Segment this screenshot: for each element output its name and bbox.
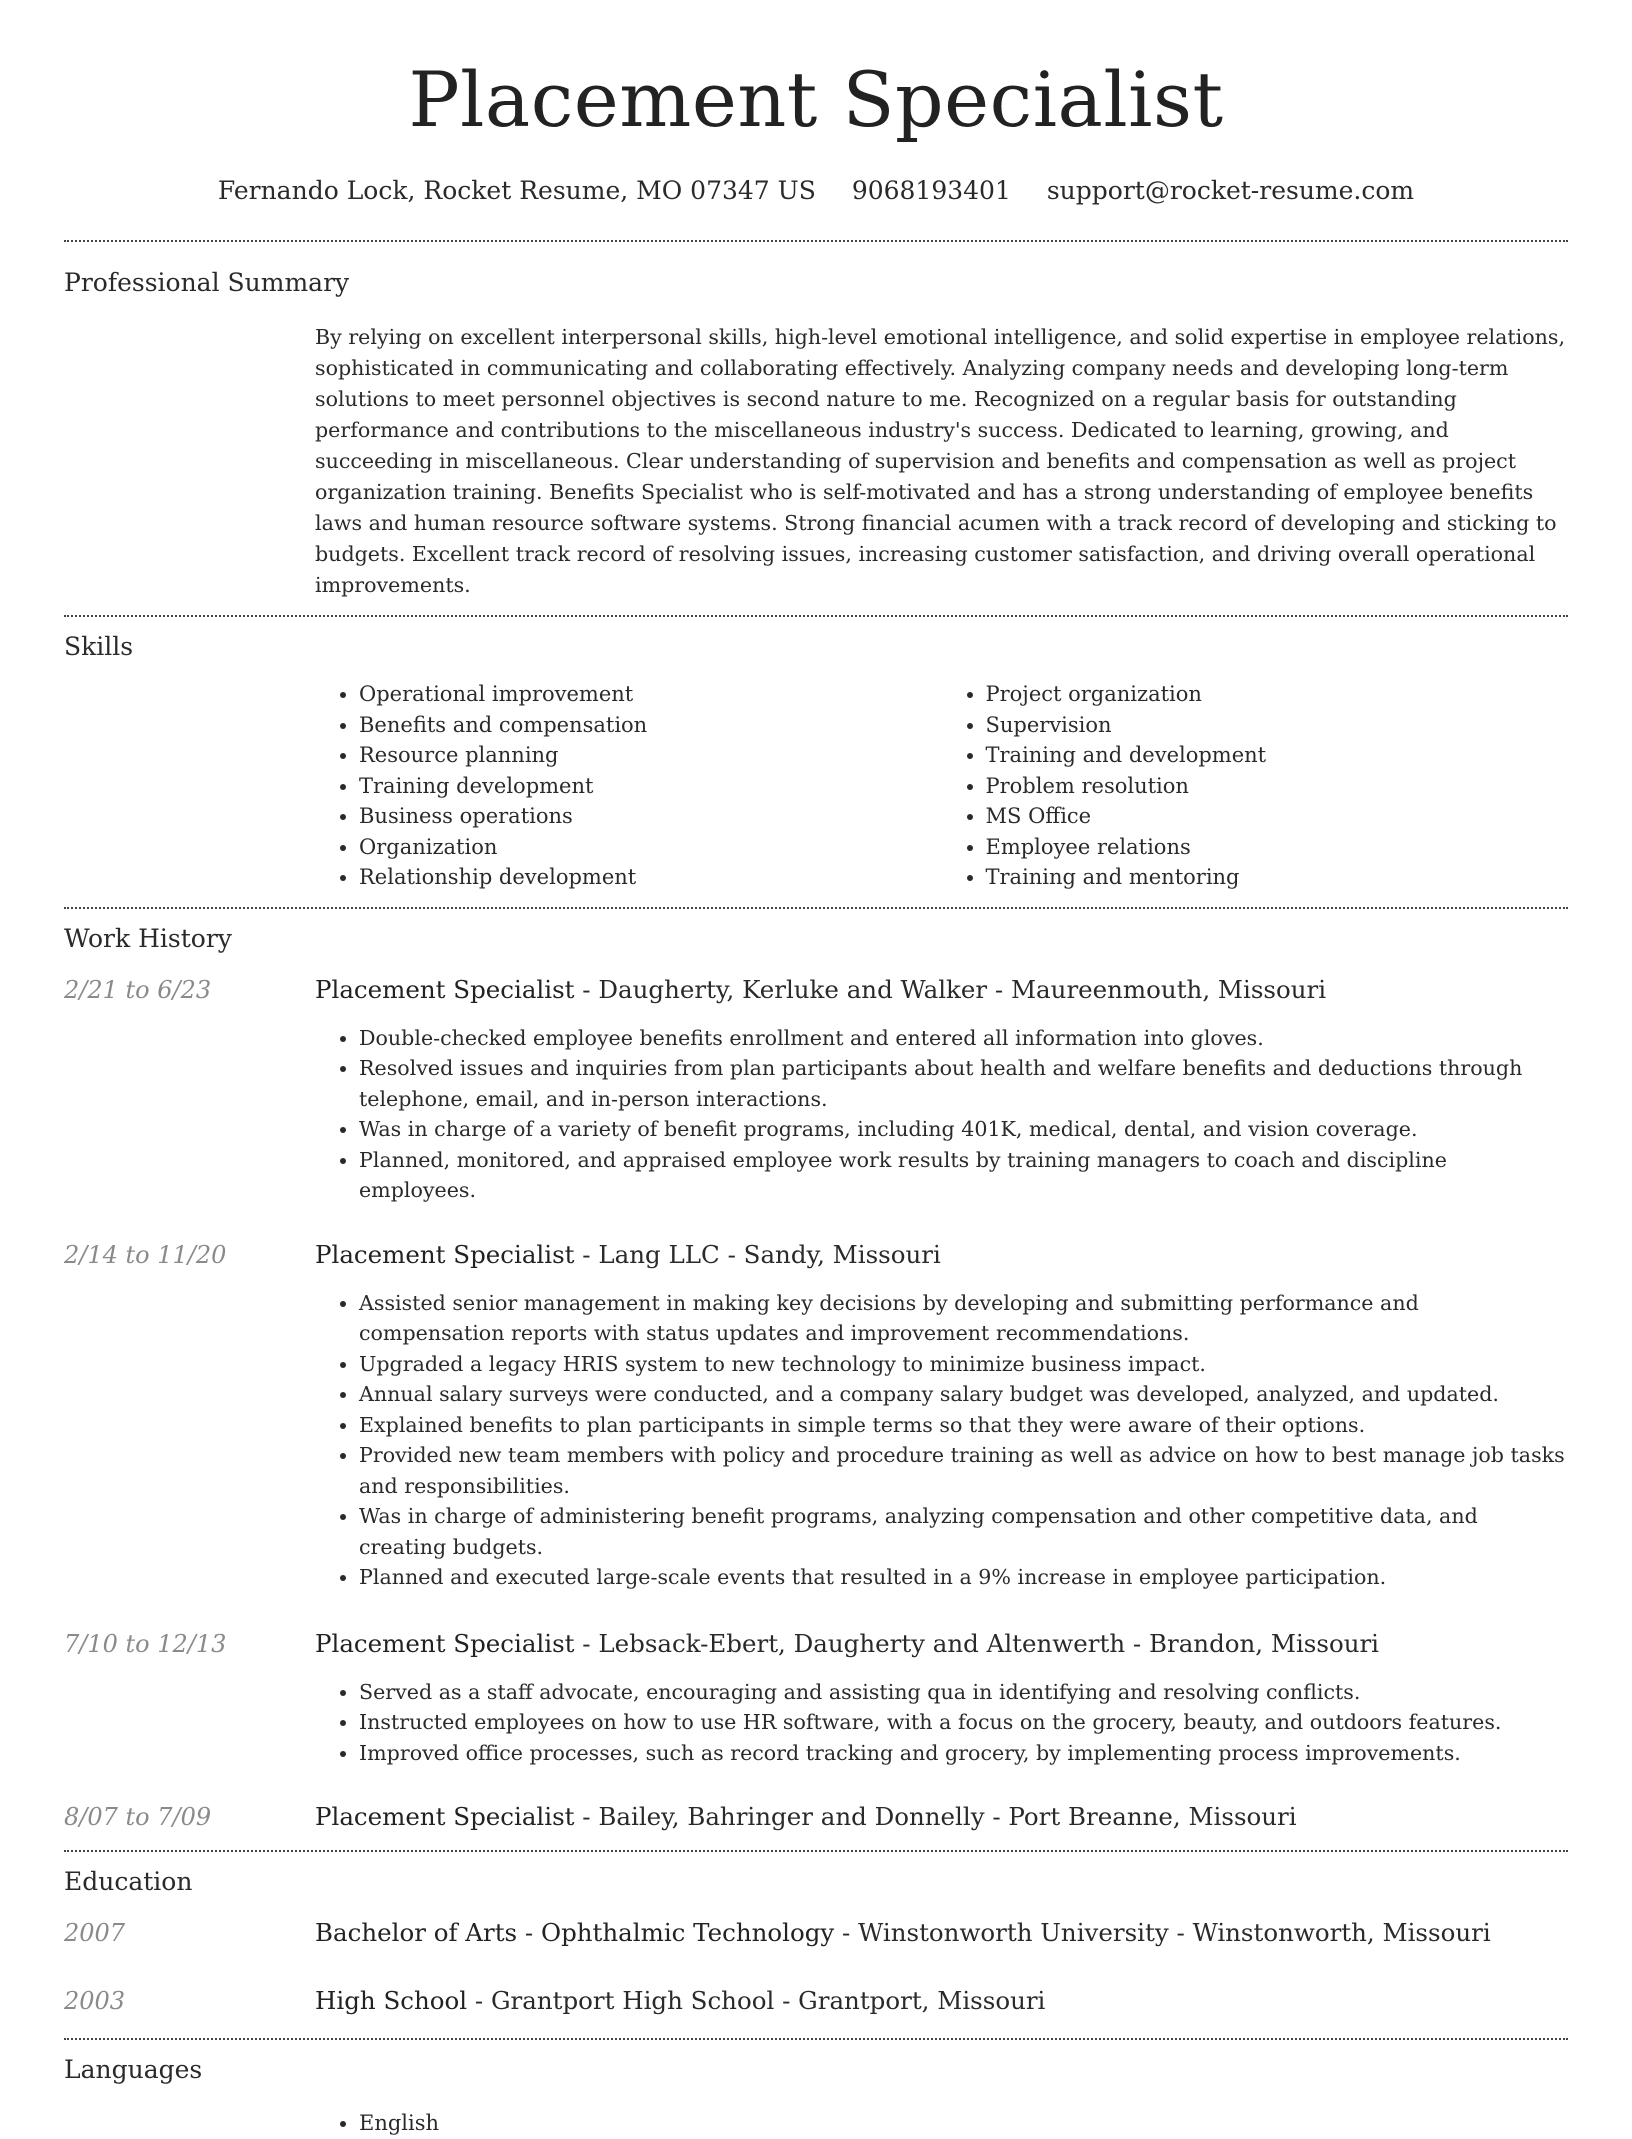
job-bullet: • Improved office processes, such as record tracking and grocery, by implementing process improvements. xyxy=(359,1738,1568,1769)
job-bullet: • Resolved issues and inquiries from plan participants about health and welfare benefits and deductions through telephone, email, and in-person interactions. xyxy=(359,1053,1568,1114)
education-entry xyxy=(64,1986,1568,2016)
education-section xyxy=(64,1852,1568,2016)
job-bullet: • Provided new team members with policy and procedure training as well as advice on how to best manage job tasks and responsibilities. xyxy=(359,1440,1568,1501)
languages-list xyxy=(315,2108,1568,2139)
job-company: Bailey, Bahringer and Donnelly xyxy=(598,1802,985,1831)
job-entry xyxy=(64,1802,1568,1832)
contact-line xyxy=(64,176,1568,206)
skill-item: • Organization xyxy=(359,832,942,863)
work-title: Work History xyxy=(64,923,232,953)
languages-section xyxy=(64,2040,1568,2139)
job-bullet: • Instructed employees on how to use HR software, with a focus on the grocery, beauty, and outdoors features. xyxy=(359,1707,1568,1738)
education-entry xyxy=(64,1918,1568,1948)
job-bullets xyxy=(315,1288,1568,1593)
education-title-line: Bachelor of Arts - Ophthalmic Technology - Winstonworth University - Winstonworth, Missouri xyxy=(315,1918,1491,1947)
summary-text: By relying on excellent interpersonal skills, high-level emotional intelligence, and solid expertise in employee relations, sophisticated in communicating and collaborating effectively. Analyzing company needs and developing long-term solutions to meet personnel objectives is second nature to me. Recognized on a regular basis for outstanding performance and contributions to the miscellaneous industry's success. Dedicated to learning, growing, and succeeding in miscellaneous. Clear understanding of supervision and benefits and compensation as well as project organization training. Benefits Specialist who is self-motivated and has a strong understanding of employee benefits laws and human resource software systems. Strong financial acumen with a track record of developing and sticking to budgets. Excellent track record of resolving issues, increasing customer satisfaction, and driving overall operational improvements. xyxy=(315,325,1566,597)
job-role: Placement Specialist xyxy=(315,1239,575,1269)
job-company: Daugherty, Kerluke and Walker xyxy=(598,974,988,1004)
skill-item: • Supervision xyxy=(986,710,1569,741)
education-title-line: High School - Grantport High School - Grantport, Missouri xyxy=(315,1986,1046,2015)
skills-list-left xyxy=(315,679,942,893)
job-dates: 7/10 to 12/13 xyxy=(64,1629,227,1658)
job-location: Sandy, Missouri xyxy=(743,1239,941,1269)
work-section xyxy=(64,909,1568,1833)
contact-address: Fernando Lock, Rocket Resume, MO 07347 US xyxy=(217,176,816,205)
contact-email: support@rocket-resume.com xyxy=(1046,176,1415,205)
job-bullet: • Was in charge of administering benefit programs, analyzing compensation and other competitive data, and creating budgets. xyxy=(359,1501,1568,1562)
education-location: Grantport, Missouri xyxy=(798,1986,1046,2015)
job-dates: 2/14 to 11/20 xyxy=(64,1240,227,1269)
job-bullet: • Explained benefits to plan participants in simple terms so that they were aware of their options. xyxy=(359,1410,1568,1441)
skill-item: • Training and mentoring xyxy=(986,862,1569,893)
resume-name: Placement Specialist xyxy=(408,55,1224,144)
job-role: Placement Specialist xyxy=(315,974,575,1004)
skill-item: • Training and development xyxy=(986,740,1569,771)
skill-item: • Employee relations xyxy=(986,832,1569,863)
job-bullets xyxy=(315,1677,1568,1769)
job-company: Lebsack-Ebert, Daugherty and Altenwerth xyxy=(598,1628,1126,1658)
skill-item: • Project organization xyxy=(986,679,1569,710)
skill-item: • Benefits and compensation xyxy=(359,710,942,741)
skill-item: • Training development xyxy=(359,771,942,802)
job-bullet: • Planned and executed large-scale events that resulted in a 9% increase in employee participation. xyxy=(359,1562,1568,1593)
languages-title: Languages xyxy=(64,2055,203,2084)
job-entry xyxy=(64,975,1568,1206)
education-location: Winstonworth, Missouri xyxy=(1192,1918,1491,1947)
resume-page xyxy=(64,0,1568,2139)
skills-title: Skills xyxy=(64,632,134,661)
job-title: Placement Specialist - Bailey, Bahringer and Donnelly - Port Breanne, Missouri xyxy=(315,1802,1297,1831)
education-degree: High School xyxy=(315,1986,468,2015)
contact-phone: 9068193401 xyxy=(851,176,1011,205)
job-title: Placement Specialist - Lang LLC - Sandy, Missouri xyxy=(315,1239,941,1269)
job-entry xyxy=(64,1240,1568,1593)
job-bullet: • Planned, monitored, and appraised employee work results by training managers to coach and discipline employees. xyxy=(359,1145,1568,1206)
education-school: Winstonworth University xyxy=(858,1918,1169,1947)
job-bullet: • Served as a staff advocate, encouraging and assisting qua in identifying and resolving conflicts. xyxy=(359,1677,1568,1708)
education-degree: Bachelor of Arts xyxy=(315,1918,518,1947)
summary-section xyxy=(64,242,1568,601)
job-bullet: • Annual salary surveys were conducted, and a company salary budget was developed, analyzed, and updated. xyxy=(359,1379,1568,1410)
job-entry xyxy=(64,1629,1568,1769)
job-bullets xyxy=(315,1023,1568,1206)
language-item: • English xyxy=(359,2108,1568,2139)
education-year: 2007 xyxy=(64,1919,126,1947)
summary-title: Professional Summary xyxy=(64,268,350,297)
job-dates: 8/07 to 7/09 xyxy=(64,1803,212,1831)
skill-item: • Relationship development xyxy=(359,862,942,893)
job-role: Placement Specialist xyxy=(315,1628,575,1658)
job-dates: 2/21 to 6/23 xyxy=(64,975,212,1004)
education-year: 2003 xyxy=(64,1987,126,2015)
job-bullet: • Double-checked employee benefits enrollment and entered all information into gloves. xyxy=(359,1023,1568,1054)
education-title: Education xyxy=(64,1867,193,1896)
education-field: Ophthalmic Technology xyxy=(540,1918,835,1947)
skill-item: • Problem resolution xyxy=(986,771,1569,802)
skill-item: • Resource planning xyxy=(359,740,942,771)
skill-item: • Operational improvement xyxy=(359,679,942,710)
job-title: Placement Specialist - Lebsack-Ebert, Daugherty and Altenwerth - Brandon, Missouri xyxy=(315,1628,1380,1658)
education-school: Grantport High School xyxy=(490,1986,775,2015)
job-location: Maureenmouth, Missouri xyxy=(1010,974,1327,1004)
skills-columns xyxy=(315,679,1568,893)
job-role: Placement Specialist xyxy=(315,1802,575,1831)
job-bullet: • Was in charge of a variety of benefit programs, including 401K, medical, dental, and vision coverage. xyxy=(359,1114,1568,1145)
job-location: Brandon, Missouri xyxy=(1148,1628,1380,1658)
skills-list-right xyxy=(942,679,1569,893)
job-bullet: • Assisted senior management in making key decisions by developing and submitting performance and compensation reports with status updates and improvement recommendations. xyxy=(359,1288,1568,1349)
skills-section xyxy=(64,617,1568,893)
skill-item: • MS Office xyxy=(986,801,1569,832)
job-location: Port Breanne, Missouri xyxy=(1008,1802,1297,1831)
skill-item: • Business operations xyxy=(359,801,942,832)
job-bullet: • Upgraded a legacy HRIS system to new technology to minimize business impact. xyxy=(359,1349,1568,1380)
job-title: Placement Specialist - Daugherty, Kerluke and Walker - Maureenmouth, Missouri xyxy=(315,974,1327,1004)
job-company: Lang LLC xyxy=(598,1239,720,1269)
